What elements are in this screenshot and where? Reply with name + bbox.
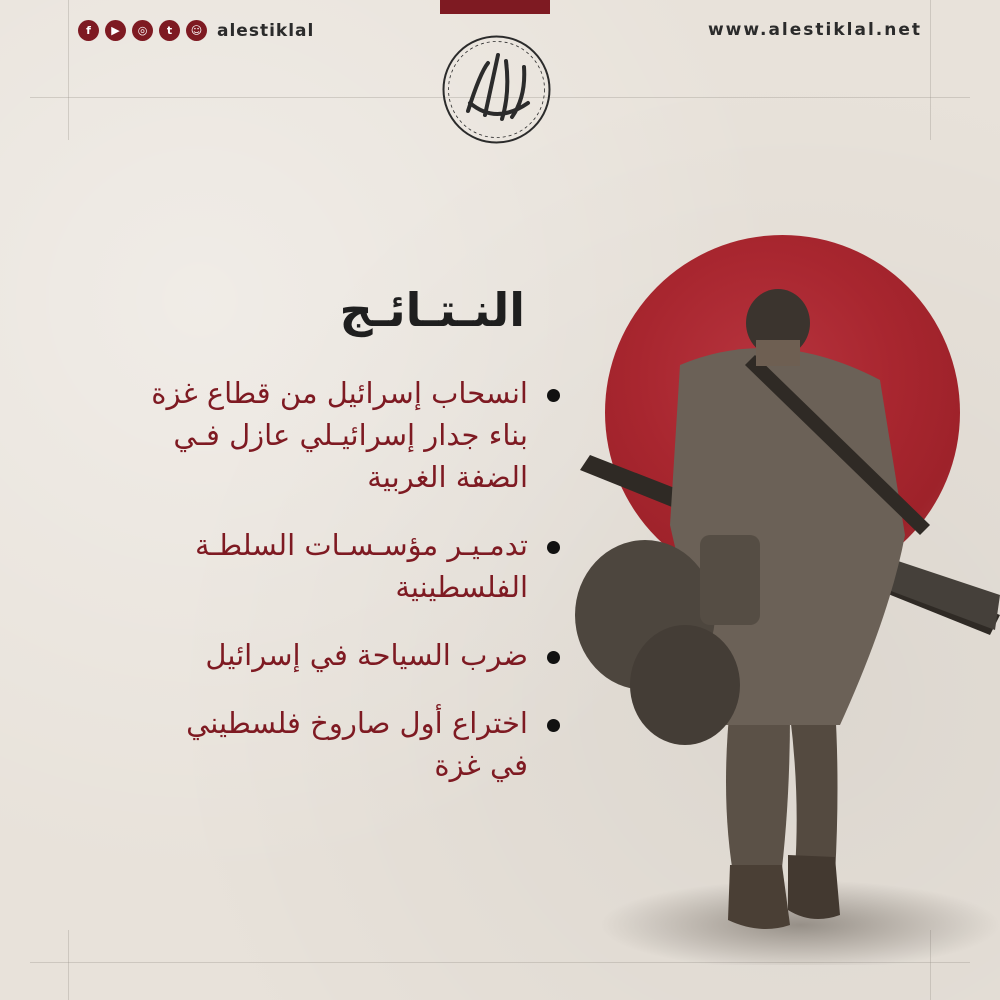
brand-name[interactable]: alestiklal — [217, 20, 315, 41]
social-bar — [78, 20, 314, 41]
instagram-icon[interactable]: ◎ — [132, 20, 153, 41]
crop-line — [68, 930, 69, 1000]
twitter-icon[interactable]: t — [159, 20, 180, 41]
results-list — [120, 372, 560, 812]
bullet-icon — [547, 389, 560, 402]
result-line: في غزة — [434, 748, 528, 782]
bullet-icon — [547, 541, 560, 554]
calligraphy-logo — [440, 33, 553, 146]
soldier-image — [550, 285, 1000, 965]
website-url[interactable]: www.alestiklal.net — [707, 20, 922, 40]
bullet-icon — [547, 651, 560, 664]
crop-line — [930, 0, 931, 140]
list-item — [120, 372, 560, 498]
list-item — [120, 524, 560, 608]
result-line: ضرب السياحة في إسرائيل — [205, 638, 528, 672]
page-title: النـتـائـج — [339, 283, 525, 337]
snapchat-icon[interactable]: ☺ — [186, 20, 207, 41]
crop-line — [68, 0, 69, 140]
youtube-icon[interactable]: ▶ — [105, 20, 126, 41]
result-line: انسحاب إسرائيل من قطاع غزة — [151, 376, 528, 410]
facebook-icon[interactable]: f — [78, 20, 99, 41]
list-item — [120, 634, 560, 676]
result-line: الفلسطينية — [395, 570, 528, 604]
result-line: بناء جدار إسرائيـلي عازل فـي — [173, 418, 528, 452]
top-accent-bar — [440, 0, 550, 14]
result-line: تدمـيـر مؤسـسـات السلطـة — [194, 528, 528, 562]
result-line: اختراع أول صاروخ فلسطيني — [186, 706, 528, 740]
result-line: الضفة الغربية — [367, 460, 528, 494]
bullet-icon — [547, 719, 560, 732]
list-item — [120, 702, 560, 786]
